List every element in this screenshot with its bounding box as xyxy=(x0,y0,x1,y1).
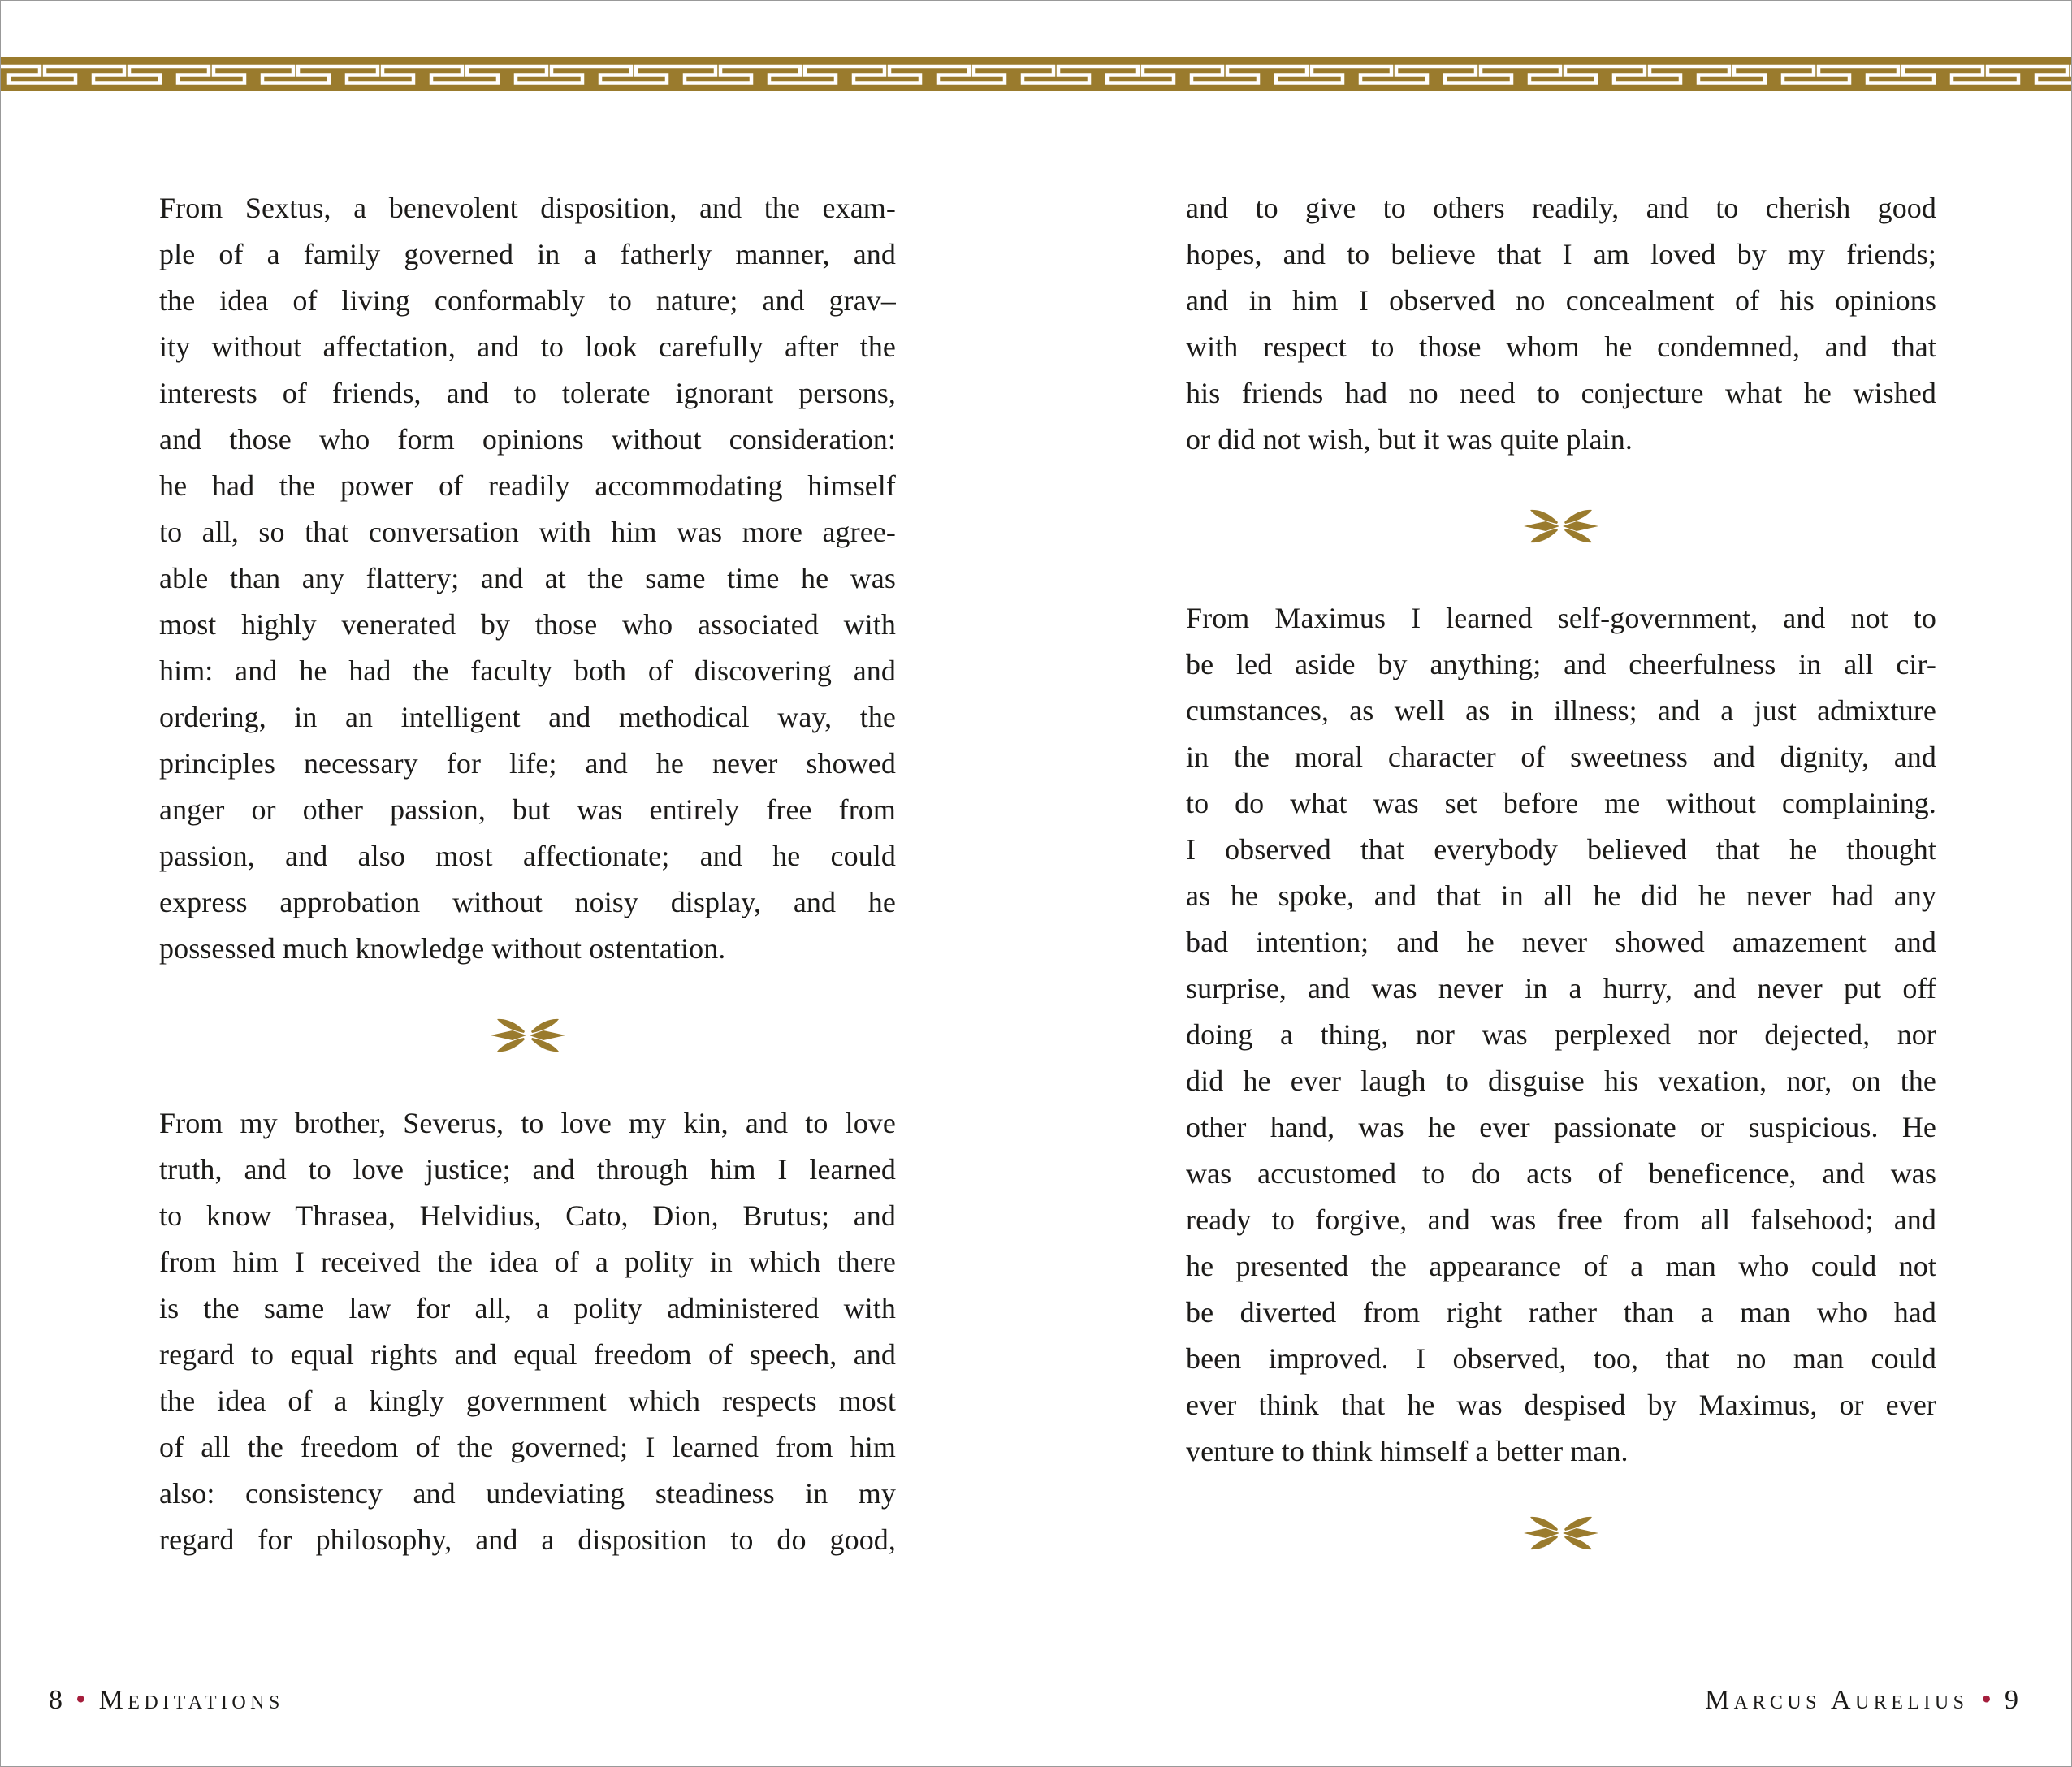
left-paragraph-severus xyxy=(159,1100,896,1563)
text-line: with respect to those whom he condemned, and that xyxy=(1186,331,1936,363)
fleuron-ornament-icon xyxy=(1522,508,1600,545)
text-line: be led aside by anything; and cheerfulness in all cir- xyxy=(1186,648,1936,680)
text-line: was accustomed to do acts of beneficence, and was xyxy=(1186,1157,1936,1190)
text-line: and to give to others readily, and to cherish good xyxy=(1186,192,1936,224)
text-line: ordering, in an intelligent and methodical way, the xyxy=(159,701,896,733)
book-title: Meditations xyxy=(98,1685,284,1715)
footer-bullet-icon: • xyxy=(76,1683,86,1715)
text-line: regard for philosophy, and a disposition to do good, xyxy=(159,1523,896,1556)
section-ornament-wrap xyxy=(159,1017,896,1054)
text-line: I observed that everybody believed that he thought xyxy=(1186,833,1936,866)
text-line: also: consistency and undeviating steadiness in my xyxy=(159,1477,896,1510)
text-line: surprise, and was never in a hurry, and never put off xyxy=(1186,972,1936,1004)
text-line: bad intention; and he never showed amazement and xyxy=(1186,926,1936,958)
text-line: other hand, was he ever passionate or suspicious. He xyxy=(1186,1111,1936,1143)
text-line: ready to forgive, and was free from all falsehood; and xyxy=(1186,1203,1936,1236)
right-paragraph-maximus xyxy=(1186,595,1936,1475)
text-line: cumstances, as well as in illness; and a just admixture xyxy=(1186,694,1936,727)
text-line: be diverted from right rather than a man who had xyxy=(1186,1296,1936,1328)
text-line: regard to equal rights and equal freedom of speech, and xyxy=(159,1338,896,1371)
section-ornament-wrap xyxy=(1186,1514,1936,1552)
text-line: venture to think himself a better man. xyxy=(1186,1435,1629,1467)
text-line: ple of a family governed in a fatherly manner, and xyxy=(159,238,896,270)
text-line: anger or other passion, but was entirely free from xyxy=(159,793,896,826)
text-line: hopes, and to believe that I am loved by my friends; xyxy=(1186,238,1936,270)
text-line: doing a thing, nor was perplexed nor dejected, nor xyxy=(1186,1018,1936,1051)
text-line: to do what was set before me without complaining. xyxy=(1186,787,1936,819)
text-line: truth, and to love justice; and through him I learned xyxy=(159,1153,896,1186)
fleuron-ornament-icon xyxy=(1522,1514,1600,1552)
text-line: passion, and also most affectionate; and he could xyxy=(159,840,896,872)
footer-bullet-icon: • xyxy=(1981,1683,1992,1715)
text-line: able than any flattery; and at the same time he was xyxy=(159,562,896,594)
text-line: most highly venerated by those who associated with xyxy=(159,608,896,641)
text-line: to all, so that conversation with him was more agree- xyxy=(159,516,896,548)
text-line: him: and he had the faculty both of discovering and xyxy=(159,655,896,687)
text-line: to know Thrasea, Helvidius, Cato, Dion, Brutus; and xyxy=(159,1199,896,1232)
right-footer xyxy=(1705,1683,2018,1717)
text-line: principles necessary for life; and he never showed xyxy=(159,747,896,780)
section-ornament-wrap xyxy=(1186,508,1936,545)
text-line: From Sextus, a benevolent disposition, and the exam- xyxy=(159,192,896,224)
text-line: ity without affectation, and to look carefully after the xyxy=(159,331,896,363)
text-line: he presented the appearance of a man who could not xyxy=(1186,1250,1936,1282)
text-line: From Maximus I learned self-government, and not to xyxy=(1186,602,1936,634)
text-line: as he spoke, and that in all he did he never had any xyxy=(1186,879,1936,912)
text-line: express approbation without noisy display, and he xyxy=(159,886,896,918)
right-page-number: 9 xyxy=(2005,1685,2018,1715)
text-line: the idea of living conformably to nature; and grav– xyxy=(159,284,896,317)
right-page-text-column xyxy=(1186,185,1936,1552)
text-line: or did not wish, but it was quite plain. xyxy=(1186,423,1633,456)
text-line: from him I received the idea of a polity in which there xyxy=(159,1246,896,1278)
left-page-text-column xyxy=(159,185,896,1563)
book-author: Marcus Aurelius xyxy=(1705,1685,1969,1715)
text-line: in the moral character of sweetness and dignity, and xyxy=(1186,741,1936,773)
text-line: and in him I observed no concealment of his opinions xyxy=(1186,284,1936,317)
text-line: From my brother, Severus, to love my kin, and to love xyxy=(159,1107,896,1139)
fleuron-ornament-icon xyxy=(489,1017,567,1054)
left-footer xyxy=(49,1683,284,1717)
text-line: interests of friends, and to tolerate ignorant persons, xyxy=(159,377,896,409)
text-line: ever think that he was despised by Maximus, or ever xyxy=(1186,1389,1936,1421)
text-line: possessed much knowledge without ostentation. xyxy=(159,932,726,965)
text-line: did he ever laugh to disguise his vexation, nor, on the xyxy=(1186,1065,1936,1097)
text-line: his friends had no need to conjecture what he wished xyxy=(1186,377,1936,409)
right-paragraph-continuation xyxy=(1186,185,1936,463)
left-page-number: 8 xyxy=(49,1685,63,1715)
text-line: he had the power of readily accommodating himself xyxy=(159,469,896,502)
text-line: of all the freedom of the governed; I learned from him xyxy=(159,1431,896,1463)
left-paragraph-sextus xyxy=(159,185,896,972)
text-line: the idea of a kingly government which respects most xyxy=(159,1385,896,1417)
text-line: is the same law for all, a polity administered with xyxy=(159,1292,896,1324)
text-line: been improved. I observed, too, that no man could xyxy=(1186,1342,1936,1375)
text-line: and those who form opinions without consideration: xyxy=(159,423,896,456)
